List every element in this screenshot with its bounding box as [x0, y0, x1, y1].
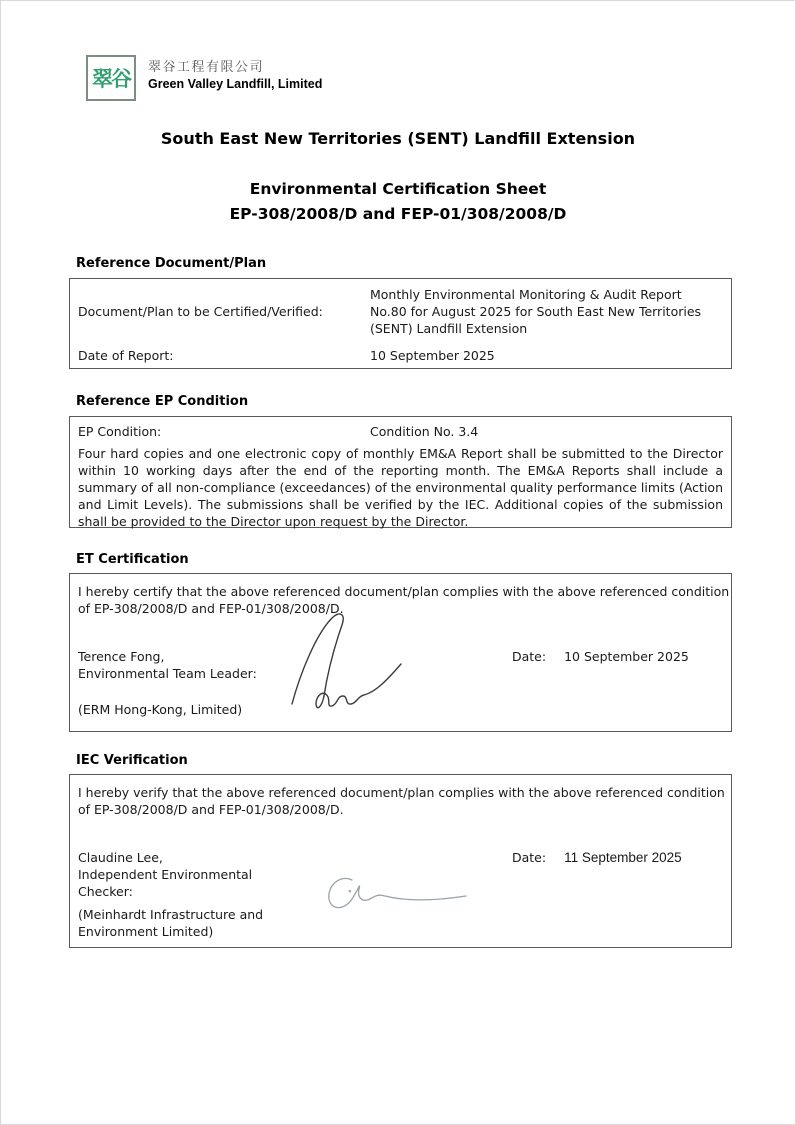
reference-document-box — [69, 278, 732, 369]
et-date-value: 10 September 2025 — [564, 649, 689, 664]
permit-numbers-title: EP-308/2008/D and FEP-01/308/2008/D — [229, 205, 567, 223]
document-plan-row — [78, 286, 723, 337]
et-signatory-block — [78, 648, 293, 682]
et-company: (ERM Hong-Kong, Limited) — [78, 702, 243, 717]
company-logo-block — [86, 55, 322, 101]
company-name-block — [148, 55, 322, 93]
logo-characters: 翠谷 — [92, 67, 130, 91]
reference-document-heading: Reference Document/Plan — [76, 256, 267, 271]
ep-condition-description: Four hard copies and one electronic copy of monthly EM&A Report shall be submitted to the Director within 10 working days after the end of the reporting month. The EM&A Reports shall include a summary of all non-compliance (exceedances) of the environmental quality performance limits (Action and Limit Levels). The submissions shall be verified by the IEC. Additional copies of the submission shall be provided to the Director upon request by the Director. — [78, 446, 723, 529]
et-certification-box — [69, 573, 732, 732]
reference-ep-condition-heading: Reference EP Condition — [76, 394, 249, 409]
reference-ep-condition-box — [69, 416, 732, 528]
iec-verification-box — [69, 774, 732, 948]
ep-condition-label: EP Condition: — [78, 424, 162, 439]
iec-date-block — [512, 849, 682, 866]
document-title: South East New Territories (SENT) Landfill Extension — [160, 129, 636, 148]
iec-verification-heading: IEC Verification — [76, 753, 188, 768]
et-certification-statement: I hereby certify that the above referenced document/plan complies with the above referenced condition of EP-308/2008/D and FEP-01/308/2008/D. — [78, 584, 730, 616]
iec-date-value: 11 September 2025 — [564, 850, 682, 865]
company-name-english: Green Valley Landfill, Limited — [148, 77, 323, 91]
ep-condition-value: Condition No. 3.4 — [370, 424, 479, 439]
iec-company: (Meinhardt Infrastructure and Environment Limited) — [78, 907, 264, 939]
date-of-report-row — [78, 347, 723, 364]
et-signatory-role: Environmental Team Leader: — [78, 666, 257, 681]
iec-signatory-name: Claudine Lee, — [78, 850, 163, 865]
sheet-title: Environmental Certification Sheet — [249, 180, 547, 198]
et-certification-heading: ET Certification — [76, 552, 189, 567]
date-of-report-value: 10 September 2025 — [370, 348, 495, 363]
date-of-report-label: Date of Report: — [78, 348, 174, 363]
document-plan-value: Monthly Environmental Monitoring & Audit Report No.80 for August 2025 for South East New Territories (SENT) Landfill Extension — [370, 287, 702, 336]
document-plan-label: Document/Plan to be Certified/Verified: — [78, 304, 323, 319]
et-date-block — [512, 648, 689, 665]
et-signatory-name: Terence Fong, — [78, 649, 165, 664]
iec-verification-statement: I hereby verify that the above referenced document/plan complies with the above referenced condition of EP-308/2008/D and FEP-01/308/2008/D. — [78, 785, 725, 817]
ep-condition-row — [78, 423, 723, 440]
iec-signatory-role: Independent Environmental Checker: — [78, 867, 253, 899]
company-name-chinese: 翠谷工程有限公司 — [148, 60, 265, 75]
company-logo-icon — [86, 55, 136, 101]
iec-signature — [316, 869, 474, 923]
iec-signatory-block — [78, 849, 293, 900]
et-date-label: Date: — [512, 649, 547, 664]
iec-date-label: Date: — [512, 850, 547, 865]
